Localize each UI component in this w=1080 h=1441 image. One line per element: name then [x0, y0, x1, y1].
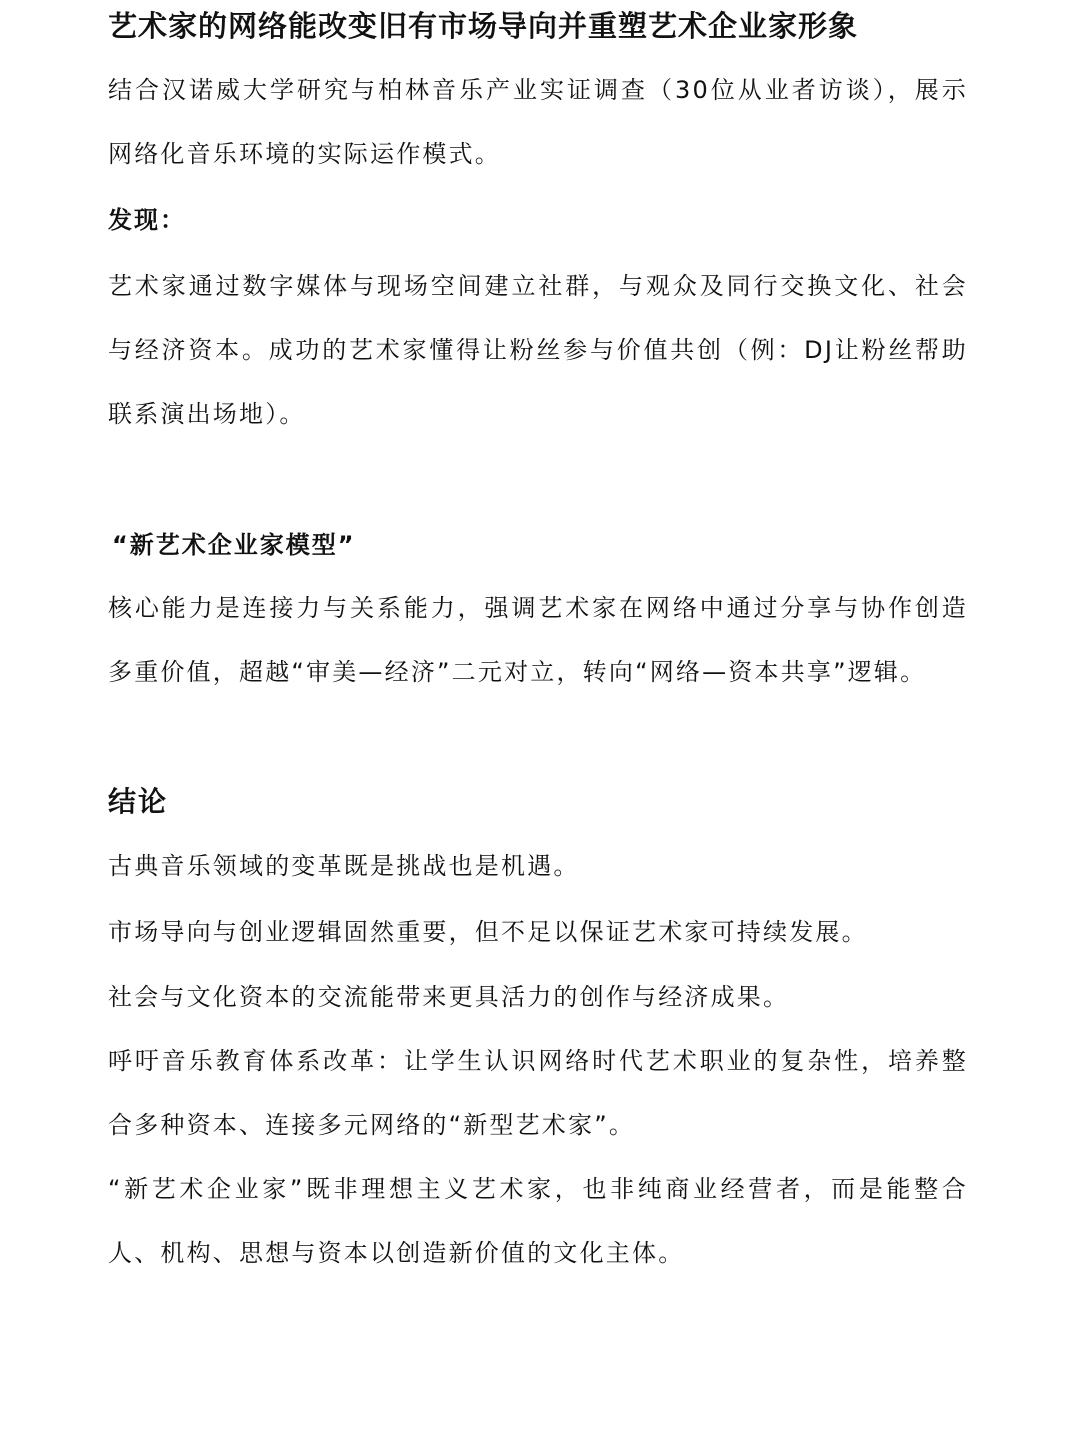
- conclusion-heading: 结论: [108, 785, 169, 818]
- conclusion-point: 社会与文化资本的交流能带来更具活力的创作与经济成果。: [108, 983, 790, 1011]
- model-label: “新艺术企业家模型”: [112, 531, 356, 559]
- page-title: 艺术家的网络能改变旧有市场导向并重塑艺术企业家形象: [108, 9, 859, 43]
- findings-label: 发现：: [108, 206, 186, 234]
- conclusion-point: 古典音乐领域的变革既是挑战也是机遇。: [108, 852, 580, 880]
- conclusion-point: “新艺术企业家”既非理想主义艺术家，也非纯商业经营者，而是能整合人、机构、思想与资本以创造新价值的文化主体。: [108, 1175, 968, 1267]
- conclusion-point: 市场导向与创业逻辑固然重要，但不足以保证艺术家可持续发展。: [108, 918, 868, 946]
- intro-paragraph: 结合汉诺威大学研究与柏林音乐产业实证调查（30位从业者访谈），展示网络化音乐环境的实际运作模式。: [108, 76, 968, 168]
- model-paragraph: 核心能力是连接力与关系能力，强调艺术家在网络中通过分享与协作创造多重价值，超越“审美—经济”二元对立，转向“网络—资本共享”逻辑。: [108, 594, 968, 686]
- conclusion-point: 呼吁音乐教育体系改革：让学生认识网络时代艺术职业的复杂性，培养整合多种资本、连接多元网络的“新型艺术家”。: [108, 1047, 968, 1139]
- findings-paragraph: 艺术家通过数字媒体与现场空间建立社群，与观众及同行交换文化、社会与经济资本。成功的艺术家懂得让粉丝参与价值共创（例：DJ让粉丝帮助联系演出场地）。: [108, 272, 968, 428]
